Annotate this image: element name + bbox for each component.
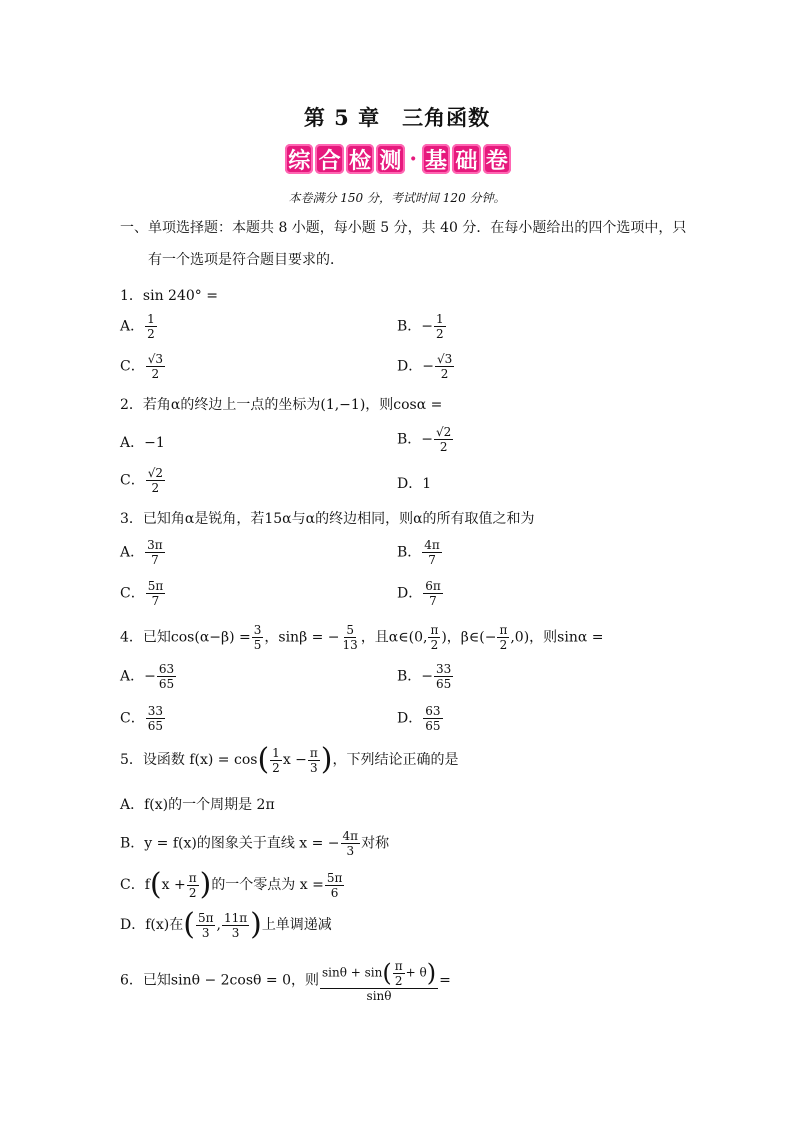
fraction xyxy=(145,312,157,341)
q2-stem: 2．若角α的终边上一点的坐标为(1,−1)，则cosα = xyxy=(120,397,443,413)
numerator-text: + θ xyxy=(405,965,427,980)
denominator: 2 xyxy=(499,638,508,652)
banner-char: 础 xyxy=(452,144,480,174)
denominator: 65 xyxy=(158,677,175,691)
q1-option-a xyxy=(120,312,158,341)
option-label: A． xyxy=(120,435,145,451)
option-label: D． xyxy=(397,710,423,727)
option-label: B． xyxy=(397,544,422,561)
q1-stem: 1．sin 240° = xyxy=(120,288,218,304)
denominator: 3 xyxy=(201,925,210,940)
minus-sign: − xyxy=(421,431,434,448)
fraction xyxy=(146,352,165,381)
fraction xyxy=(146,579,166,608)
paren: ( xyxy=(257,742,270,777)
fraction xyxy=(196,911,216,940)
minus-sign: − xyxy=(422,358,434,375)
option-label: C． xyxy=(120,358,145,375)
numerator: 4π xyxy=(424,538,440,552)
q4-option-c xyxy=(120,704,166,733)
q1-option-b xyxy=(397,312,447,341)
numerator: 63 xyxy=(158,662,175,676)
numerator: 4π xyxy=(342,829,359,843)
banner-char: 基 xyxy=(422,144,450,174)
minus-sign: − xyxy=(421,668,434,685)
banner-dot: · xyxy=(409,146,418,172)
paren: ( xyxy=(382,959,392,987)
denominator: 7 xyxy=(151,594,160,608)
numerator: 63 xyxy=(425,704,441,718)
fraction xyxy=(428,623,440,652)
option-text: 上单调递减 xyxy=(261,917,332,933)
option-label: A． xyxy=(120,668,145,685)
denominator: sinθ xyxy=(366,989,392,1003)
minus-sign: − xyxy=(144,668,156,685)
denominator: 6 xyxy=(330,885,339,900)
fraction xyxy=(146,704,165,733)
q5-stem xyxy=(120,742,459,777)
chapter-title: 第 5 章 三角函数 xyxy=(303,105,491,130)
numerator: π xyxy=(309,745,318,760)
banner-char: 卷 xyxy=(483,144,511,174)
q2-option-c xyxy=(120,466,166,495)
stem-text: 6．已知sinθ − 2cosθ = 0，则 xyxy=(120,972,319,989)
denominator: 2 xyxy=(147,327,155,341)
stem-text: x − xyxy=(282,752,307,768)
banner-char: 综 xyxy=(285,144,313,174)
denominator: 7 xyxy=(151,553,159,567)
banner-char: 合 xyxy=(315,144,343,174)
option-label: C． xyxy=(120,710,145,727)
numerator: 3π xyxy=(147,538,163,552)
q5-option-a: A．f(x)的一个周期是 2π xyxy=(120,797,275,813)
option-label: B． xyxy=(397,318,422,335)
fraction xyxy=(423,704,442,733)
numerator: 5π xyxy=(147,579,164,593)
option-label: A． xyxy=(120,544,145,561)
fraction xyxy=(435,352,454,381)
option-text: B．y = f(x)的图象关于直线 x = − xyxy=(120,835,340,852)
denominator: 2 xyxy=(188,885,197,900)
numerator: 33 xyxy=(436,662,452,676)
numerator: 6π xyxy=(425,579,441,593)
numerator: √3 xyxy=(436,352,453,366)
denominator: 7 xyxy=(429,594,437,608)
numerator: π xyxy=(394,958,403,973)
fraction xyxy=(341,623,360,652)
option-value: 1 xyxy=(422,476,432,492)
q4-stem xyxy=(120,623,604,652)
exam-subtitle: 本卷满分 150 分，考试时间 120 分钟。 xyxy=(288,191,506,205)
denominator: 2 xyxy=(430,638,439,652)
numerator: 1 xyxy=(272,745,280,760)
q1-option-c xyxy=(120,352,166,381)
minus-sign: − xyxy=(421,318,434,335)
section-heading-line2: 有一个选项是符合题目要求的． xyxy=(148,252,344,268)
q4-option-d xyxy=(397,704,444,733)
denominator: 2 xyxy=(151,481,160,495)
numerator: 33 xyxy=(147,704,163,718)
q1-option-d xyxy=(397,352,455,381)
q6-stem xyxy=(120,958,451,1003)
stem-text: ，且α∈(0, xyxy=(360,629,428,646)
fraction xyxy=(497,623,509,652)
q5-option-c xyxy=(120,867,345,902)
q3-option-a xyxy=(120,538,166,567)
fraction xyxy=(434,662,453,691)
numerator: 11π xyxy=(223,910,248,925)
option-text: x + xyxy=(161,877,186,893)
option-value: −1 xyxy=(144,435,165,451)
denominator: 2 xyxy=(439,440,448,454)
q3-option-c xyxy=(120,579,166,608)
option-label: D． xyxy=(397,476,423,492)
denominator: 2 xyxy=(394,973,403,988)
exam-banner xyxy=(285,142,511,176)
equals-sign: = xyxy=(439,972,451,989)
option-label: B． xyxy=(397,668,422,685)
denominator: 2 xyxy=(151,367,160,381)
fraction xyxy=(145,538,165,567)
option-label: D． xyxy=(397,585,423,602)
numerator: 1 xyxy=(436,312,444,326)
fraction xyxy=(325,871,345,900)
denominator: 3 xyxy=(346,844,355,858)
fraction xyxy=(146,466,165,495)
numerator: π xyxy=(499,623,508,637)
numerator: 1 xyxy=(147,312,155,326)
fraction xyxy=(434,312,446,341)
section-heading-line1: 一、单项选择题：本题共 8 小题，每小题 5 分，共 40 分．在每小题给出的四个选项中，只 xyxy=(120,220,687,236)
numerator: 5π xyxy=(326,870,343,885)
fraction xyxy=(422,538,442,567)
q5-option-b xyxy=(120,829,389,858)
paren: ( xyxy=(183,907,195,942)
fraction xyxy=(270,746,282,775)
numerator: 5 xyxy=(346,623,354,637)
option-text: D．f(x)在 xyxy=(120,917,184,933)
numerator: √3 xyxy=(147,352,163,366)
fraction xyxy=(320,958,438,1003)
option-label: C． xyxy=(120,585,145,602)
paren: ) xyxy=(426,959,437,987)
banner-char: 测 xyxy=(376,144,404,174)
q4-option-a xyxy=(120,662,177,691)
stem-text: ，下列结论正确的是 xyxy=(332,752,459,768)
denominator: 3 xyxy=(231,925,240,940)
fraction xyxy=(157,662,176,691)
paren: ) xyxy=(320,742,333,777)
option-text: , xyxy=(216,917,221,933)
q5-option-d xyxy=(120,907,332,942)
fraction xyxy=(187,871,199,900)
denominator: 2 xyxy=(436,327,444,341)
option-text: 的一个零点为 x = xyxy=(211,877,324,893)
fraction xyxy=(308,746,320,775)
paren: ) xyxy=(250,907,262,942)
option-label: D． xyxy=(397,358,423,375)
paren: ( xyxy=(149,867,162,902)
denominator: 65 xyxy=(436,677,452,691)
fraction xyxy=(341,829,361,858)
numerator-text: sinθ + sin xyxy=(321,965,383,980)
q2-option-a xyxy=(120,432,165,452)
option-text: C．f xyxy=(120,877,150,893)
banner-char: 检 xyxy=(346,144,374,174)
q4-option-b xyxy=(397,662,454,691)
stem-text: 5．设函数 f(x) = cos xyxy=(120,752,258,768)
q2-option-d xyxy=(397,473,431,493)
q3-option-d xyxy=(397,579,444,608)
numerator: π xyxy=(188,870,197,885)
option-label: C． xyxy=(120,472,145,489)
denominator: 65 xyxy=(147,719,163,733)
denominator: 7 xyxy=(428,553,436,567)
inner-fraction xyxy=(393,959,405,988)
numerator: 3 xyxy=(253,623,262,637)
numerator xyxy=(320,958,438,989)
q3-stem: 3．已知角α是锐角，若15α与α的终边相同，则α的所有取值之和为 xyxy=(120,511,535,527)
stem-text: )，β∈(− xyxy=(441,629,497,646)
fraction xyxy=(423,579,443,608)
denominator: 3 xyxy=(310,760,318,775)
denominator: 13 xyxy=(342,638,358,652)
numerator: 5π xyxy=(197,910,214,925)
numerator: √2 xyxy=(436,425,452,439)
stem-text: ,0)，则sinα = xyxy=(510,629,604,646)
option-text: 对称 xyxy=(361,835,390,852)
denominator: 65 xyxy=(425,719,441,733)
denominator: 5 xyxy=(253,638,262,652)
stem-text: 4．已知cos(α−β) = xyxy=(120,629,251,646)
stem-text: ，sinβ = − xyxy=(264,629,340,646)
fraction xyxy=(252,623,264,652)
numerator: π xyxy=(430,623,439,637)
q3-option-b xyxy=(397,538,443,567)
option-label: A． xyxy=(120,318,145,335)
fraction xyxy=(222,911,249,940)
denominator: 2 xyxy=(272,760,280,775)
q2-option-b xyxy=(397,425,454,454)
fraction xyxy=(434,425,453,454)
paren: ) xyxy=(199,867,212,902)
numerator: √2 xyxy=(147,466,163,480)
option-label: B． xyxy=(397,431,422,448)
denominator: 2 xyxy=(440,367,449,381)
